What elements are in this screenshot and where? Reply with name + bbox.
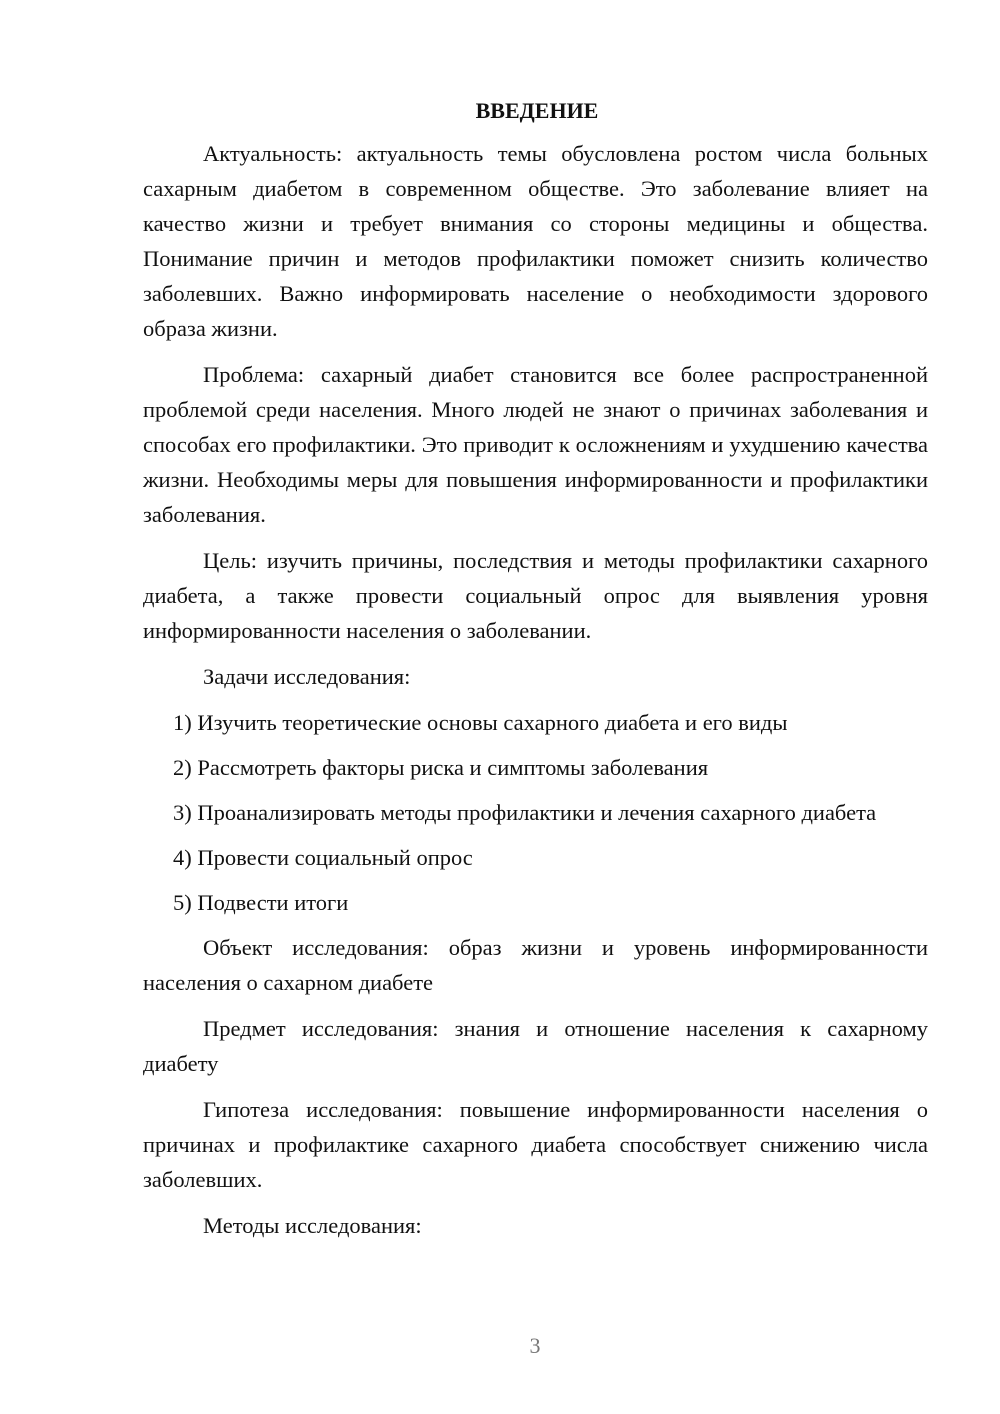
- list-item-task-1: 1) Изучить теоретические основы сахарного диабета и его виды: [173, 710, 788, 735]
- paragraph-hypothesis: Гипотеза исследования: повышение информированности населения о причинах и профилактике сахарного диабета способствует снижению числа заболевших.: [143, 1097, 928, 1192]
- paragraph-subject: Предмет исследования: знания и отношение населения к сахарному диабету: [143, 1016, 928, 1076]
- list-item-task-4: 4) Провести социальный опрос: [173, 845, 473, 870]
- list-item-task-3: 3) Проанализировать методы профилактики и лечения сахарного диабета: [173, 800, 877, 825]
- paragraph-methods-heading: Методы исследования:: [203, 1213, 422, 1238]
- paragraph-tasks-heading: Задачи исследования:: [203, 664, 411, 689]
- paragraph-relevance: Актуальность: актуальность темы обусловлена ростом числа больных сахарным диабетом в современном обществе. Это заболевание влияет на качество жизни и требует внимания со стороны медицины и общества. Понимание причин и методов профилактики поможет снизить количество заболевших. Важно информировать население о необходимости здорового образа жизни.: [143, 141, 928, 341]
- page-number: 3: [529, 1333, 541, 1358]
- paragraph-problem: Проблема: сахарный диабет становится все более распространенной проблемой среди населения. Много людей не знают о причинах заболевания и способах его профилактики. Это приводит к осложнениям и ухудшению качества жизни. Необходимы меры для повышения информированности и профилактики заболевания.: [143, 362, 928, 527]
- document-page: [143, 96, 928, 1254]
- page-title: ВВЕДЕНИЕ: [475, 98, 599, 123]
- list-item-task-5: 5) Подвести итоги: [173, 890, 349, 915]
- paragraph-goal: Цель: изучить причины, последствия и методы профилактики сахарного диабета, а также провести социальный опрос для выявления уровня информированности населения о заболевании.: [143, 548, 928, 643]
- list-item-task-2: 2) Рассмотреть факторы риска и симптомы заболевания: [173, 755, 709, 780]
- paragraph-object: Объект исследования: образ жизни и уровень информированности населения о сахарном диабете: [143, 935, 928, 995]
